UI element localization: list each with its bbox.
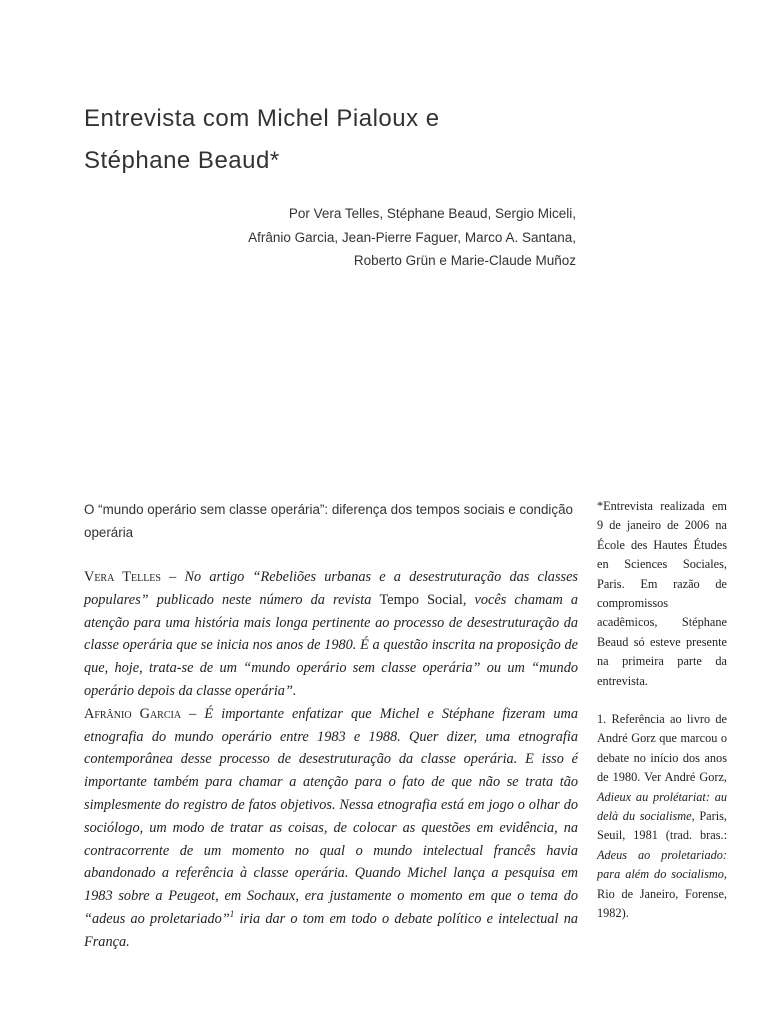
paragraph-vera-telles (84, 566, 578, 703)
author-line-2: Afrânio Garcia, Jean-Pierre Faguer, Marco A. Santana, (248, 229, 576, 245)
sidenote-footnote-1 (597, 710, 727, 923)
footnote-reference[interactable]: 1 (229, 908, 235, 919)
footnote-text: , Rio de Janeiro, Forense, 1982). (597, 867, 727, 921)
speaker-dash: – (160, 569, 185, 585)
article-title-line-1: Entrevista com Michel Pialoux e (84, 105, 440, 132)
book-title: Adieux au prolétariat: au delà du socialisme (597, 789, 727, 824)
article-title (84, 98, 604, 182)
author-line-1: Por Vera Telles, Stéphane Beaud, Sergio Miceli, (288, 206, 576, 221)
journal-name: Tempo Social (379, 591, 463, 608)
paragraph-afranio-garcia (84, 703, 578, 954)
paragraph-text: iria dar o tom em todo o debate político e intelectual na França. (84, 910, 579, 950)
article-title-line-2: Stéphane Beaud* (84, 147, 280, 174)
paragraph-text: No artigo “Rebeliões urbanas e a desestruturação das classes populares” publicado neste número da revista (84, 569, 578, 608)
section-heading: O “mundo operário sem classe operária”: diferença dos tempos sociais e condição operária (84, 502, 574, 540)
sidenote-interview-info: *Entrevista realizada em 9 de janeiro de 2006 na École des Hautes Études en Sciences Sociales, Paris. Em razão de compromissos acadêmicos, Stéphane Beaud só esteve presente na primeira parte da entrevista. (597, 499, 727, 688)
author-line-3: Roberto Grün e Marie-Claude Muñoz (353, 253, 576, 268)
speaker-dash: – (181, 705, 205, 722)
author-byline (150, 202, 576, 273)
paragraph-text: , vocês chamam a atenção para uma história mais longa pertinente ao processo de desestruturação da classe operária que se inicia nos anos de 1980. É a questão inscrita na proposição de que, hoje, trata-se de um “mundo operário sem classe operária” ou um “mundo operário depois da classe operária”. (84, 591, 579, 699)
footnote-text: 1. Referência ao livro de André Gorz que marcou o debate no início dos anos de 1980. Ver André Gorz, (597, 712, 727, 785)
speaker-name: Afrânio Garcia (84, 705, 182, 722)
main-text-column (84, 498, 578, 954)
paragraph-text: É importante enfatizar que Michel e Stéphane fizeram uma etnografia do mundo operário entre 1983 e 1988. Quer dizer, uma etnografia contemporânea desse processo de desestruturação da classe operária. E isso é importante também para chamar a atenção para o fato de que não se trata tão simplesmente do registro de fatos objetivos. Nessa etnografia está em jogo o olhar do sociólogo, um modo de tratar as coisas, de colocar as questões em evidência, na contracorrente de um momento no qual o mundo intelectual francês havia abandonado a referência à classe operária. Quando Michel lança a pesquisa em 1983 sobre a Peugeot, em Sochaux, era justamente o momento em que o tema do “adeus ao proletariado” (84, 705, 578, 927)
speaker-name: Vera Telles (84, 569, 161, 585)
footnote-text: , Paris, Seuil, 1981 (trad. bras.: (597, 809, 727, 843)
book-title: Adeus ao proletariado: para além do socialismo (597, 847, 727, 882)
